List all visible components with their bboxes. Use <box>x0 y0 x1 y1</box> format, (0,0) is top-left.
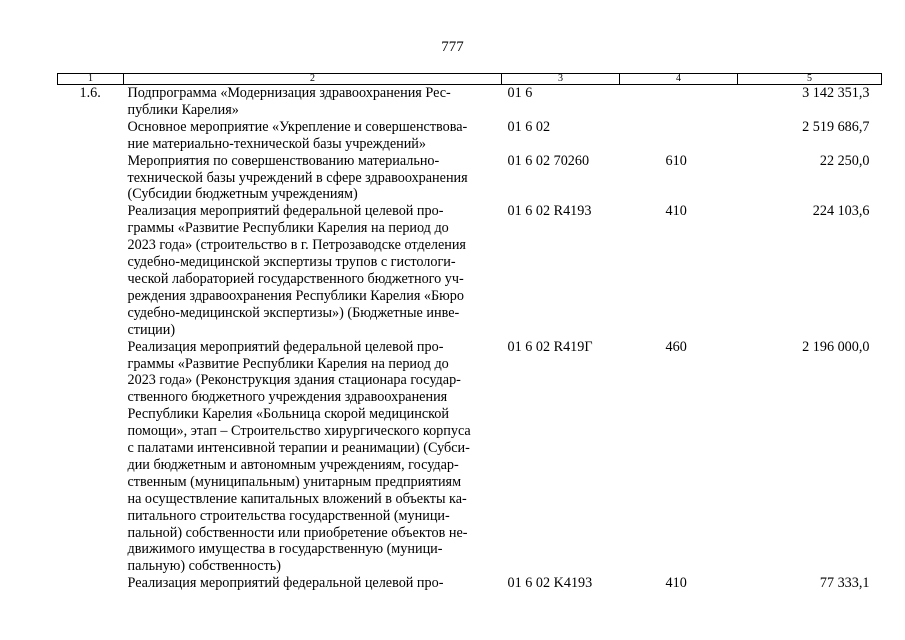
row-description <box>124 119 502 153</box>
budget-table <box>57 73 882 592</box>
description-line: помощи», этап – Строительство хирургического корпуса <box>127 423 471 440</box>
description-line: (Субсидии бюджетным учреждениям) <box>127 186 358 203</box>
description-line: технической базы учреждений в сфере здравоохранения <box>127 169 468 186</box>
row-index <box>58 203 124 338</box>
description-line: судебно-медицинской экспертизы») (Бюджетные инве- <box>127 304 460 321</box>
description-line: 2023 года» (строительство в г. Петрозаводске отделения <box>127 237 466 254</box>
description-line: движимого имущества в государственную (муници- <box>127 541 443 558</box>
row-description <box>124 575 502 592</box>
table-header <box>58 74 882 85</box>
row-code: 01 6 02 K4193 <box>507 575 593 592</box>
description-line: пальной) собственности или приобретение объектов не- <box>127 524 468 541</box>
row-code: 01 6 02 R419Г <box>507 338 593 355</box>
row-index: 1.6. <box>79 85 101 101</box>
description-line: Основное мероприятие «Укрепление и совершенствова- <box>127 118 468 135</box>
row-description <box>124 153 502 204</box>
description-line: ственным (муниципальным) унитарным предприятиям <box>127 473 462 490</box>
row-amount: 2 519 686,7 <box>802 118 870 135</box>
row-description <box>124 339 502 576</box>
table-row <box>58 153 882 204</box>
description-line: стиции) <box>127 321 176 338</box>
row-amount: 224 103,6 <box>812 203 870 220</box>
row-description <box>124 203 502 338</box>
table-body <box>58 85 882 593</box>
row-index <box>58 339 124 576</box>
table-row <box>58 203 882 338</box>
description-line: с палатами интенсивной терапии и реанимации) (Субси- <box>127 440 470 457</box>
row-index <box>58 119 124 153</box>
description-line: ственного бюджетного учреждения здравоохранения <box>127 389 448 406</box>
description-line: Реализация мероприятий федеральной целевой про- <box>127 338 444 355</box>
row-expense-type <box>620 85 738 119</box>
row-expense-type <box>620 119 738 153</box>
row-amount: 22 250,0 <box>819 152 870 169</box>
row-index <box>58 575 124 592</box>
row-expense-type: 610 <box>665 152 687 169</box>
table-row <box>58 339 882 576</box>
description-line: судебно-медицинской экспертизы трупов с гистологи- <box>127 254 456 271</box>
description-line: граммы «Развитие Республики Карелия на период до <box>127 355 449 372</box>
description-line: ние материально-технической базы учреждений» <box>127 135 426 152</box>
row-expense-type: 410 <box>665 575 687 592</box>
description-line: граммы «Развитие Республики Карелия на период до <box>127 220 449 237</box>
description-line: Реализация мероприятий федеральной целевой про- <box>127 575 444 592</box>
row-code: 01 6 02 R4193 <box>507 203 592 220</box>
description-line: Республики Карелия «Больница скорой медицинской <box>127 406 449 423</box>
row-code: 01 6 02 70260 <box>507 152 590 169</box>
header-col-5: 5 <box>738 74 882 85</box>
description-line: Подпрограмма «Модернизация здравоохранения Рес- <box>127 85 451 101</box>
header-row <box>58 74 882 85</box>
description-line: публики Карелия» <box>127 101 239 118</box>
header-col-3: 3 <box>502 74 620 85</box>
row-amount: 2 196 000,0 <box>802 338 870 355</box>
description-line: 2023 года» (Реконструкция здания стационара государ- <box>127 372 461 389</box>
page-number: 777 <box>441 39 464 55</box>
description-line: ческой лабораторией государственного бюджетного уч- <box>127 270 464 287</box>
header-col-2: 2 <box>124 74 502 85</box>
row-code: 01 6 <box>507 85 533 101</box>
table-row <box>58 85 882 119</box>
header-col-4: 4 <box>620 74 738 85</box>
row-expense-type: 410 <box>665 203 687 220</box>
description-line: пальную) собственность) <box>127 558 281 575</box>
row-index <box>58 153 124 204</box>
row-code: 01 6 02 <box>507 118 551 135</box>
header-col-1: 1 <box>58 74 124 85</box>
description-line: Мероприятия по совершенствованию материально- <box>127 152 440 169</box>
table-row <box>58 119 882 153</box>
description-line: на осуществление капитальных вложений в объекты ка- <box>127 490 467 507</box>
row-expense-type: 460 <box>665 338 687 355</box>
row-amount: 77 333,1 <box>819 575 870 592</box>
row-amount: 3 142 351,3 <box>802 85 870 101</box>
description-line: питального строительства государственной (муници- <box>127 507 450 524</box>
description-line: Реализация мероприятий федеральной целевой про- <box>127 203 444 220</box>
description-line: дии бюджетным и автономным учреждениям, государ- <box>127 456 459 473</box>
description-line: реждения здравоохранения Республики Карелия «Бюро <box>127 287 464 304</box>
table-row <box>58 575 882 592</box>
row-description <box>124 85 502 119</box>
